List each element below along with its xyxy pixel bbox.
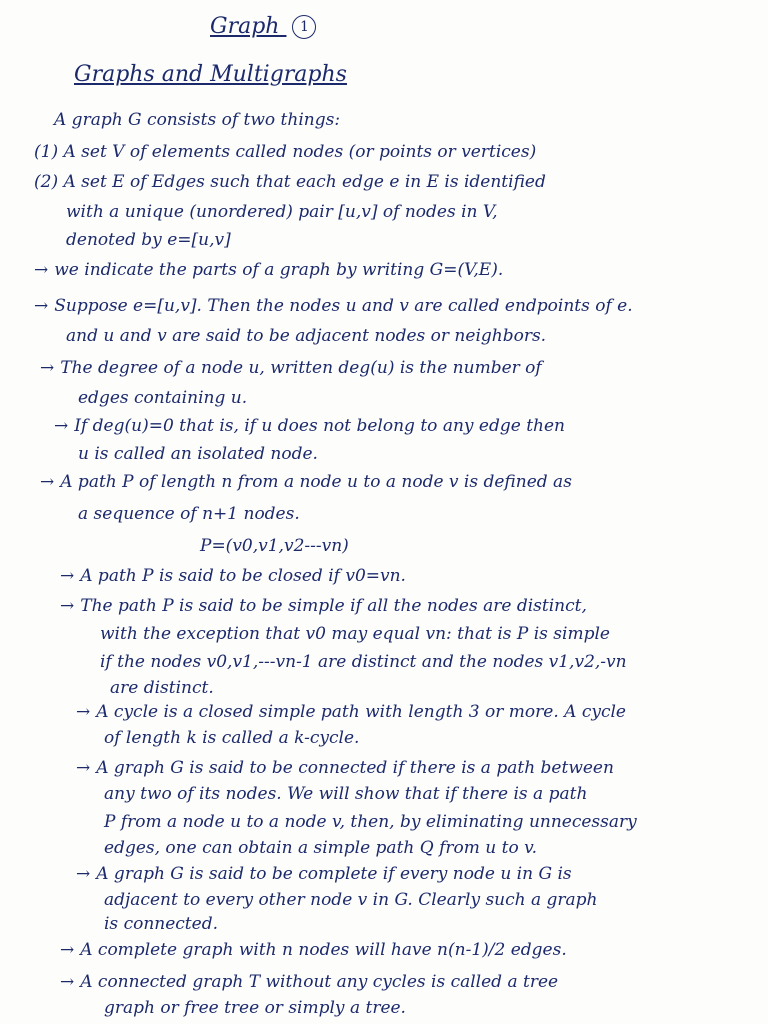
note-line xyxy=(34,140,536,164)
section-heading: Graphs and Multigraphs xyxy=(74,62,347,87)
note-line-text: P=(v0,v1,v2---vn) xyxy=(200,536,349,556)
page-number-circle: 1 xyxy=(292,15,316,39)
note-line xyxy=(76,862,572,886)
note-line-text: graph or free tree or simply a tree. xyxy=(104,998,406,1018)
bullet-arrow-icon: → xyxy=(60,566,75,586)
note-line xyxy=(66,324,546,348)
note-line xyxy=(66,200,498,224)
note-line xyxy=(34,170,546,194)
note-line-text: u is called an isolated node. xyxy=(78,444,318,464)
note-line-text: of length k is called a k-cycle. xyxy=(104,728,360,748)
note-line-text: any two of its nodes. We will show that if there is a path xyxy=(104,784,588,804)
note-line-text: edges, one can obtain a simple path Q from u to v. xyxy=(104,838,538,858)
bullet-arrow-icon: → xyxy=(76,758,91,778)
note-line xyxy=(60,970,558,994)
bullet-arrow-icon: → xyxy=(40,358,55,378)
bullet-arrow-icon: → xyxy=(60,972,75,992)
note-line-text: A cycle is a closed simple path with length 3 or more. A cycle xyxy=(96,702,626,722)
note-line-text: with a unique (unordered) pair [u,v] of nodes in V, xyxy=(66,202,498,222)
note-line xyxy=(54,414,565,438)
note-line xyxy=(34,258,503,282)
note-line xyxy=(100,650,627,674)
note-line-text: A path P is said to be closed if v0=vn. xyxy=(80,566,406,586)
note-line-text: The path P is said to be simple if all the nodes are distinct, xyxy=(80,596,587,616)
bullet-arrow-icon: → xyxy=(34,296,49,316)
note-line xyxy=(104,888,598,912)
page-title xyxy=(210,14,316,39)
note-line-text: P from a node u to a node v, then, by eliminating unnecessary xyxy=(104,812,637,832)
bullet-arrow-icon: → xyxy=(60,940,75,960)
note-line-text: with the exception that v0 may equal vn: that is P is simple xyxy=(100,624,610,644)
note-line xyxy=(54,108,340,132)
note-line xyxy=(104,726,359,750)
page-title-text: Graph xyxy=(210,14,280,39)
note-line-text: a sequence of n+1 nodes. xyxy=(78,504,300,524)
note-line-text: is connected. xyxy=(104,914,218,934)
note-line-text: and u and v are said to be adjacent nodes or neighbors. xyxy=(66,326,547,346)
note-line xyxy=(104,912,218,936)
note-line xyxy=(76,756,614,780)
note-line xyxy=(66,228,231,252)
note-line xyxy=(34,294,633,318)
note-line xyxy=(60,938,567,962)
note-line-text: (2) A set E of Edges such that each edge e in E is identified xyxy=(34,172,546,192)
note-line xyxy=(104,996,406,1020)
bullet-arrow-icon: → xyxy=(40,472,55,492)
note-line xyxy=(78,502,300,526)
note-line xyxy=(76,700,626,724)
note-line xyxy=(40,470,572,494)
note-line xyxy=(100,622,610,646)
note-line-text: adjacent to every other node v in G. Clearly such a graph xyxy=(104,890,598,910)
note-line xyxy=(104,782,587,806)
note-line-text: A path P of length n from a node u to a node v is defined as xyxy=(60,472,572,492)
note-line xyxy=(110,676,214,700)
bullet-arrow-icon: → xyxy=(34,260,49,280)
bullet-arrow-icon: → xyxy=(60,596,75,616)
note-line xyxy=(200,534,349,558)
note-line xyxy=(40,356,542,380)
note-line-text: A graph G consists of two things: xyxy=(54,110,341,130)
note-line xyxy=(104,836,537,860)
bullet-arrow-icon: → xyxy=(54,416,69,436)
bullet-arrow-icon: → xyxy=(76,864,91,884)
note-line xyxy=(78,442,318,466)
note-line xyxy=(60,564,406,588)
note-line-text: edges containing u. xyxy=(78,388,248,408)
bullet-arrow-icon: → xyxy=(76,702,91,722)
note-line xyxy=(78,386,247,410)
note-line-text: A graph G is said to be complete if every node u in G is xyxy=(96,864,572,884)
note-line-text: A graph G is said to be connected if there is a path between xyxy=(96,758,614,778)
note-line-text: we indicate the parts of a graph by writing G=(V,E). xyxy=(54,260,504,280)
note-line xyxy=(104,810,637,834)
note-line-text: if the nodes v0,v1,---vn-1 are distinct and the nodes v1,v2,-vn xyxy=(100,652,627,672)
note-line-text: A connected graph T without any cycles is called a tree xyxy=(80,972,559,992)
note-line-text: denoted by e=[u,v] xyxy=(66,230,231,250)
note-line-text: The degree of a node u, written deg(u) is the number of xyxy=(60,358,542,378)
note-line-text: A complete graph with n nodes will have n(n-1)/2 edges. xyxy=(80,940,567,960)
note-line-text: (1) A set V of elements called nodes (or points or vertices) xyxy=(34,142,537,162)
note-line-text: If deg(u)=0 that is, if u does not belong to any edge then xyxy=(74,416,565,436)
note-line-text: Suppose e=[u,v]. Then the nodes u and v are called endpoints of e. xyxy=(54,296,633,316)
note-line-text: are distinct. xyxy=(110,678,214,698)
note-line xyxy=(60,594,587,618)
